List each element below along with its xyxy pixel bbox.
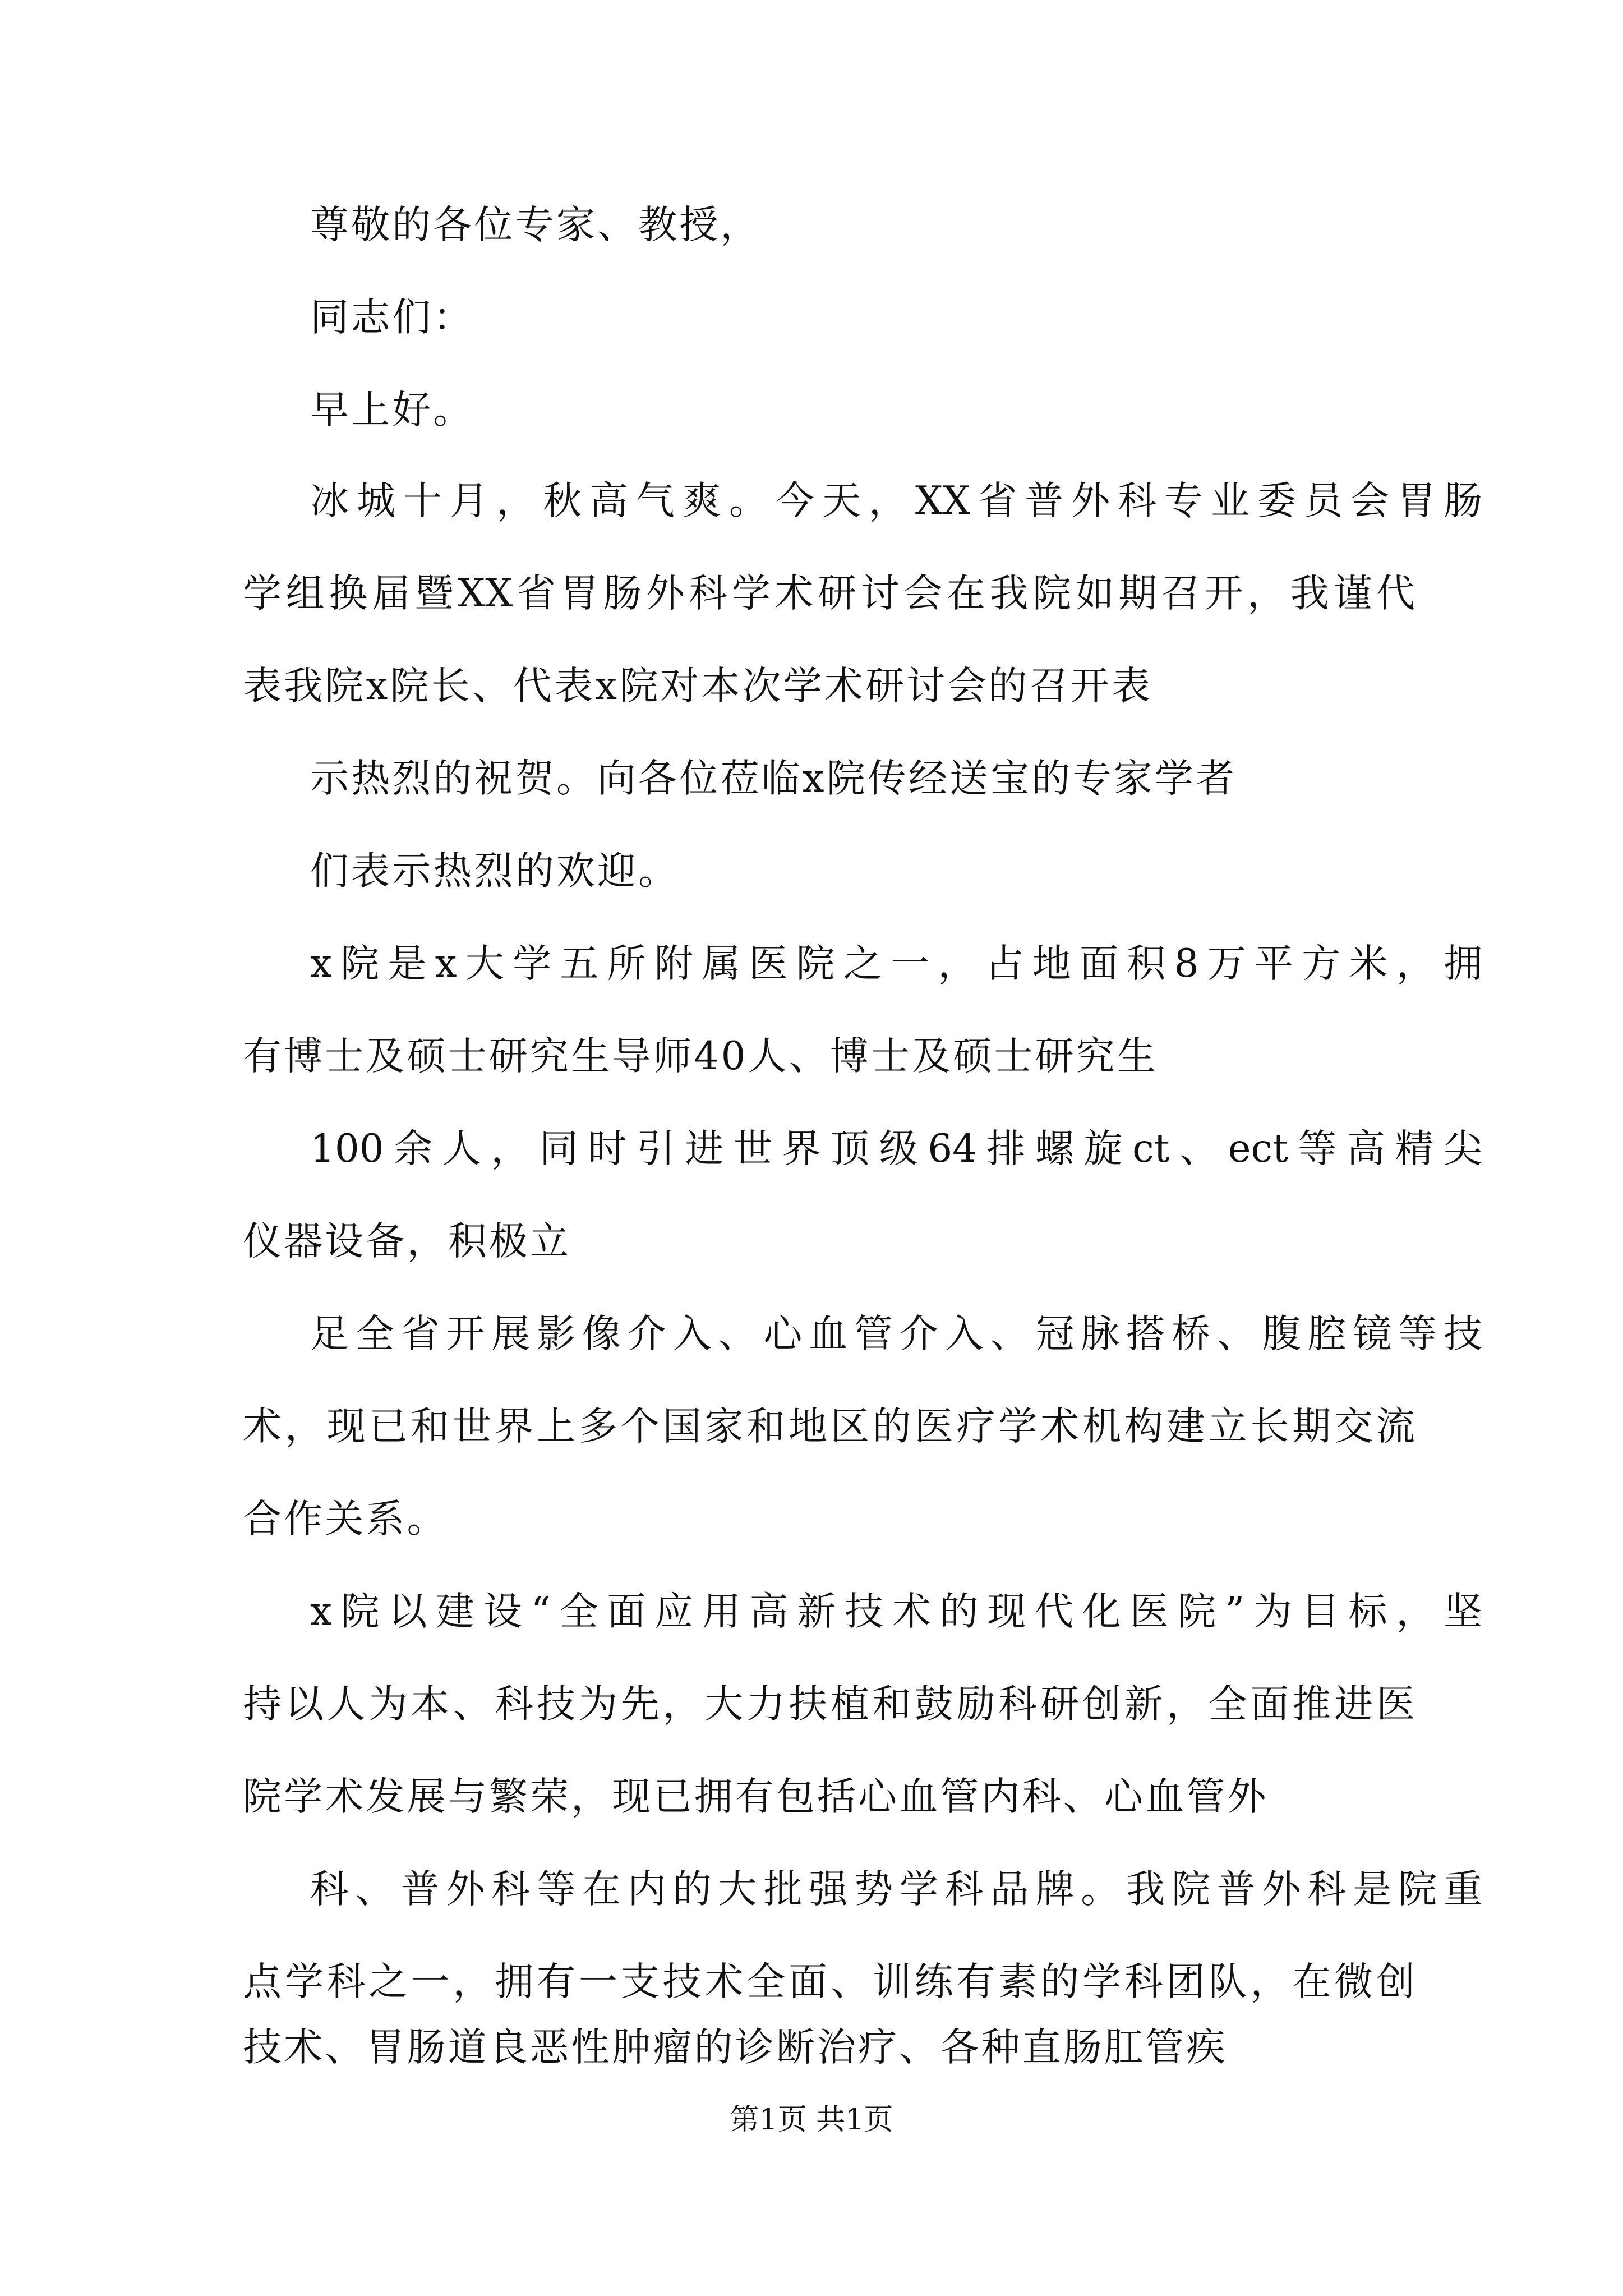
text-line: 科、普外科等在内的大批强势学科品牌。我院普外科是院重 [310, 1867, 1482, 1912]
text-line: 尊敬的各位专家、教授， [310, 203, 762, 247]
text-line: 仪器设备，积极立 [243, 1219, 571, 1264]
text-line: 100余人，同时引进世界顶级64排螺旋ct、ect等高精尖 [310, 1126, 1482, 1171]
text-line: 合作关系。 [243, 1497, 448, 1542]
text-line: 术，现已和世界上多个国家和地区的医疗学术机构建立长期交流 [243, 1404, 1415, 1449]
text-line: 有博士及硕士研究生导师40人、博士及硕士研究生 [243, 1034, 1159, 1079]
text-line: x院以建设“全面应用高新技术的现代化医院”为目标，坚 [310, 1589, 1482, 1634]
text-line: 点学科之一，拥有一支技术全面、训练有素的学科团队，在微创 [243, 1959, 1415, 2004]
text-line: 表我院x院长、代表x院对本次学术研讨会的召开表 [243, 664, 1153, 708]
text-line: 足全省开展影像介入、心血管介入、冠脉搭桥、腹腔镜等技 [310, 1312, 1482, 1356]
text-line: 们表示热烈的欢迎。 [310, 849, 680, 894]
text-line: 持以人为本、科技为先，大力扶植和鼓励科研创新，全面推进医 [243, 1682, 1415, 1727]
text-line: 早上好。 [310, 388, 474, 432]
text-line: 院学术发展与繁荣，现已拥有包括心血管内科、心血管外 [243, 1774, 1269, 1819]
text-line: 技术、胃肠道良恶性肿瘤的诊断治疗、各种直肠肛管疾 [243, 2025, 1228, 2070]
text-line: 学组换届暨XX省胃肠外科学术研讨会在我院如期召开，我谨代 [243, 571, 1415, 616]
text-line: x院是x大学五所附属医院之一，占地面积8万平方米，拥 [310, 941, 1482, 986]
text-line: 示热烈的祝贺。向各位莅临x院传经送宝的专家学者 [310, 756, 1237, 801]
page-footer: 第1页 共1页 [730, 2103, 893, 2137]
text-line: 同志们： [310, 295, 474, 340]
text-line: 冰城十月，秋高气爽。今天，XX省普外科专业委员会胃肠 [310, 478, 1482, 523]
